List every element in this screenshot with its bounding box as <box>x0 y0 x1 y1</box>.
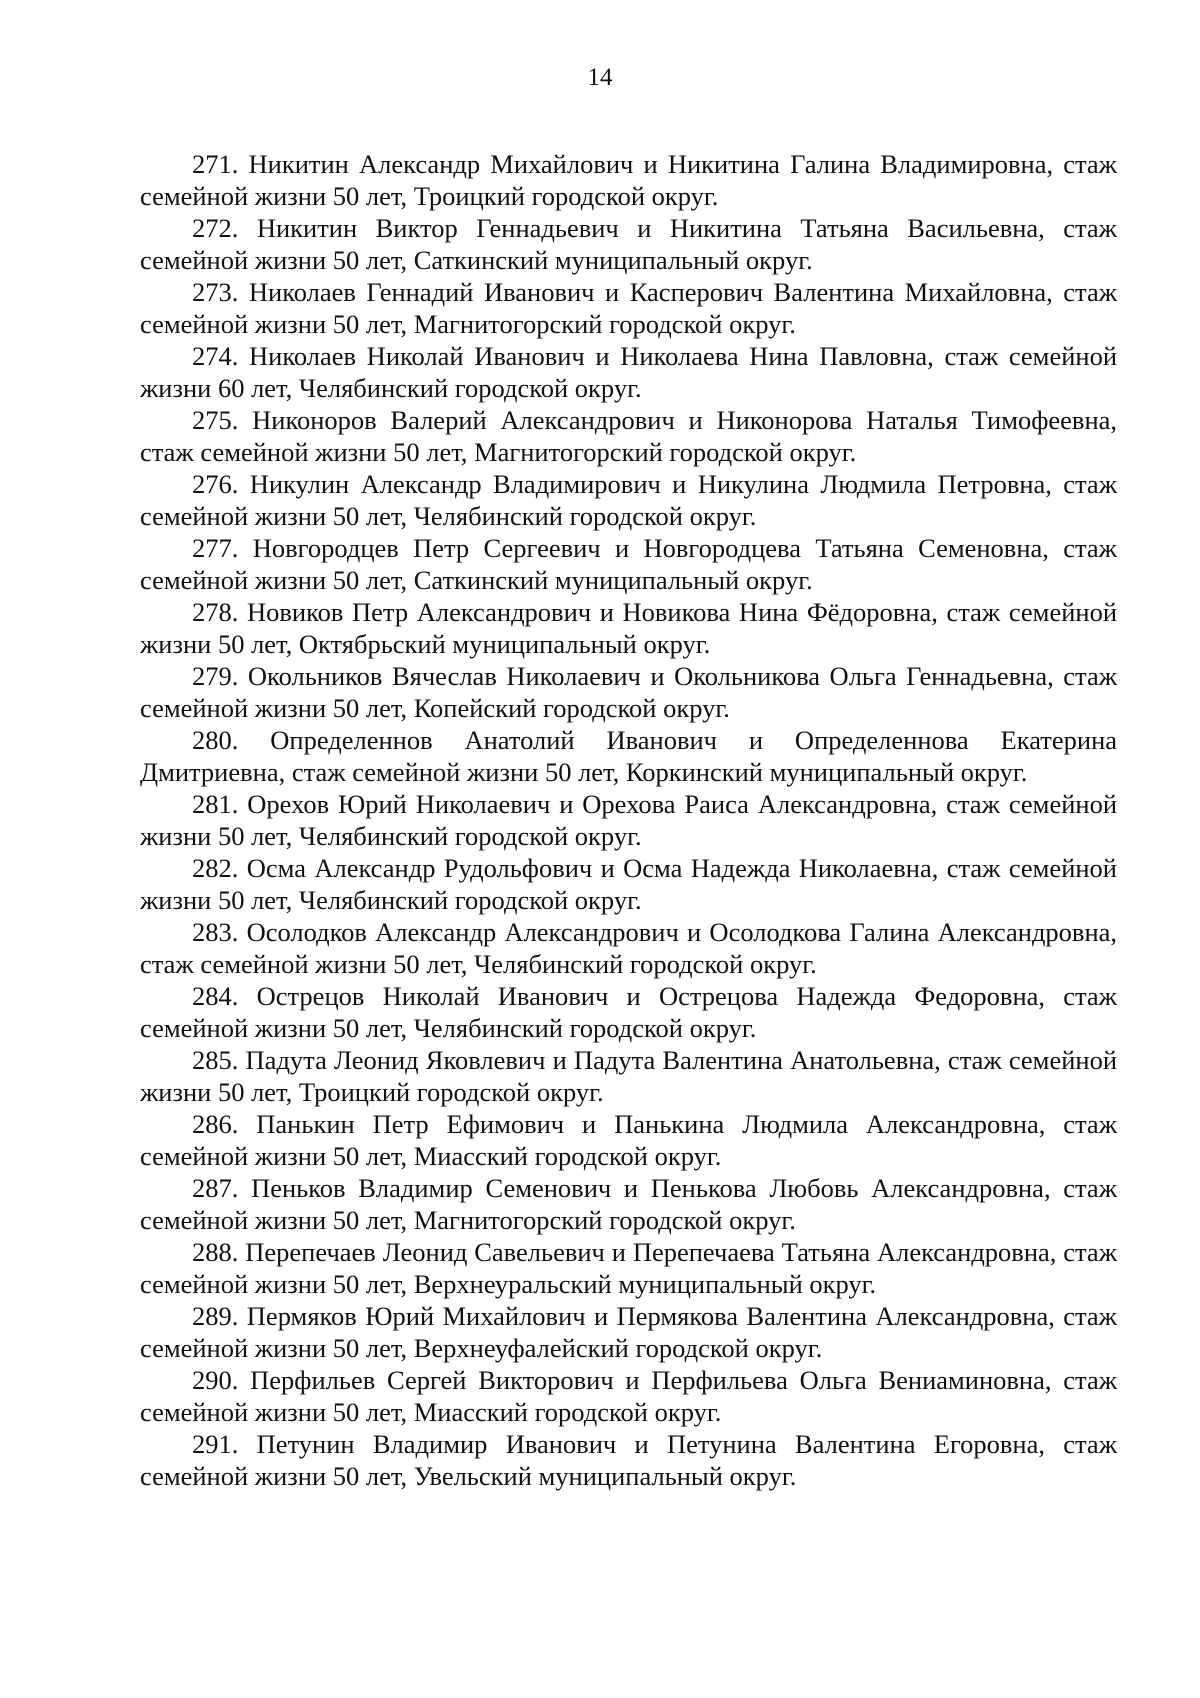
entry-number: 291. <box>192 1429 239 1459</box>
list-item <box>140 660 1117 724</box>
entry-text: Определеннов Анатолий Иванович и Определеннова Екатерина Дмитриевна, стаж семейной жизни 50 лет, Коркинский муниципальный округ. <box>140 725 1118 787</box>
list-item <box>140 148 1117 212</box>
entry-text: Николаев Николай Иванович и Николаева Нина Павловна, стаж семейной жизни 60 лет, Челябинский городской округ. <box>140 341 1118 403</box>
list-item <box>140 1172 1117 1236</box>
entry-number: 286. <box>192 1109 239 1139</box>
entry-text: Никоноров Валерий Александрович и Никонорова Наталья Тимофеевна, стаж семейной жизни 50 лет, Магнитогорский городской округ. <box>140 405 1118 467</box>
entry-number: 287. <box>192 1173 239 1203</box>
list-item <box>140 276 1117 340</box>
list-item <box>140 1300 1117 1364</box>
entry-text: Падута Леонид Яковлевич и Падута Валентина Анатольевна, стаж семейной жизни 50 лет, Троицкий городской округ. <box>140 1045 1117 1107</box>
entry-text: Пеньков Владимир Семенович и Пенькова Любовь Александровна, стаж семейной жизни 50 лет, Магнитогорский городской округ. <box>140 1173 1117 1235</box>
list-item <box>140 596 1117 660</box>
entry-number: 275. <box>192 405 239 435</box>
list-item <box>140 980 1117 1044</box>
entry-number: 272. <box>192 213 239 243</box>
entry-number: 276. <box>192 469 239 499</box>
entry-text: Никулин Александр Владимирович и Никулина Людмила Петровна, стаж семейной жизни 50 лет, Челябинский городской округ. <box>140 469 1118 531</box>
entry-number: 281. <box>192 789 239 819</box>
entry-number: 284. <box>192 981 239 1011</box>
entry-text: Перепечаев Леонид Савельевич и Перепечаева Татьяна Александровна, стаж семейной жизни 50 лет, Верхнеуральский муниципальный округ. <box>140 1237 1118 1299</box>
entry-text: Перфильев Сергей Викторович и Перфильева Ольга Вениаминовна, стаж семейной жизни 50 лет, Миасский городской округ. <box>140 1365 1118 1427</box>
list-item <box>140 1044 1117 1108</box>
entry-text: Орехов Юрий Николаевич и Орехова Раиса Александровна, стаж семейной жизни 50 лет, Челябинский городской округ. <box>140 789 1118 851</box>
entry-text: Пермяков Юрий Михайлович и Пермякова Валентина Александровна, стаж семейной жизни 50 лет, Верхнеуфалейский городской округ. <box>140 1301 1117 1363</box>
entry-text: Новгородцев Петр Сергеевич и Новгородцева Татьяна Семеновна, стаж семейной жизни 50 лет, Саткинский муниципальный округ. <box>140 533 1117 595</box>
entry-text: Николаев Геннадий Иванович и Касперович Валентина Михайловна, стаж семейной жизни 50 лет, Магнитогорский городской округ. <box>140 277 1118 339</box>
entry-text: Никитин Виктор Геннадьевич и Никитина Татьяна Васильевна, стаж семейной жизни 50 лет, Саткинский муниципальный округ. <box>140 213 1117 275</box>
list-item <box>140 1364 1117 1428</box>
list-item <box>140 1108 1117 1172</box>
list-item <box>140 724 1117 788</box>
list-item <box>140 916 1117 980</box>
entry-list <box>140 148 1117 1492</box>
list-item <box>140 212 1117 276</box>
entry-text: Осма Александр Рудольфович и Осма Надежда Николаевна, стаж семейной жизни 50 лет, Челябинский городской округ. <box>140 853 1117 915</box>
entry-number: 282. <box>192 853 239 883</box>
entry-number: 274. <box>192 341 239 371</box>
list-item <box>140 1236 1117 1300</box>
list-item <box>140 532 1117 596</box>
entry-number: 278. <box>192 597 239 627</box>
entry-text: Новиков Петр Александрович и Новикова Нина Фёдоровна, стаж семейной жизни 50 лет, Октябрьский муниципальный округ. <box>140 597 1118 659</box>
list-item <box>140 468 1117 532</box>
entry-text: Острецов Николай Иванович и Острецова Надежда Федоровна, стаж семейной жизни 50 лет, Челябинский городской округ. <box>140 981 1117 1043</box>
entry-number: 290. <box>192 1365 239 1395</box>
entry-number: 283. <box>192 917 239 947</box>
list-item <box>140 852 1117 916</box>
entry-number: 271. <box>192 149 239 179</box>
entry-number: 280. <box>192 725 239 755</box>
entry-text: Окольников Вячеслав Николаевич и Окольникова Ольга Геннадьевна, стаж семейной жизни 50 лет, Копейский городской округ. <box>140 661 1118 723</box>
list-item <box>140 1428 1117 1492</box>
entry-number: 285. <box>192 1045 239 1075</box>
entry-number: 277. <box>192 533 239 563</box>
entry-text: Осолодков Александр Александрович и Осолодкова Галина Александровна, стаж семейной жизни 50 лет, Челябинский городской округ. <box>140 917 1118 979</box>
list-item <box>140 788 1117 852</box>
entry-number: 273. <box>192 277 239 307</box>
entry-text: Никитин Александр Михайлович и Никитина Галина Владимировна, стаж семейной жизни 50 лет, Троицкий городской округ. <box>140 149 1117 211</box>
page-number: 14 <box>587 64 613 91</box>
entry-text: Петунин Владимир Иванович и Петунина Валентина Егоровна, стаж семейной жизни 50 лет, Увельский муниципальный округ. <box>140 1429 1118 1491</box>
list-item <box>140 340 1117 404</box>
entry-number: 288. <box>192 1237 239 1267</box>
entry-number: 289. <box>192 1301 239 1331</box>
list-item <box>140 404 1117 468</box>
entry-number: 279. <box>192 661 239 691</box>
entry-text: Панькин Петр Ефимович и Панькина Людмила Александровна, стаж семейной жизни 50 лет, Миасский городской округ. <box>140 1109 1117 1171</box>
